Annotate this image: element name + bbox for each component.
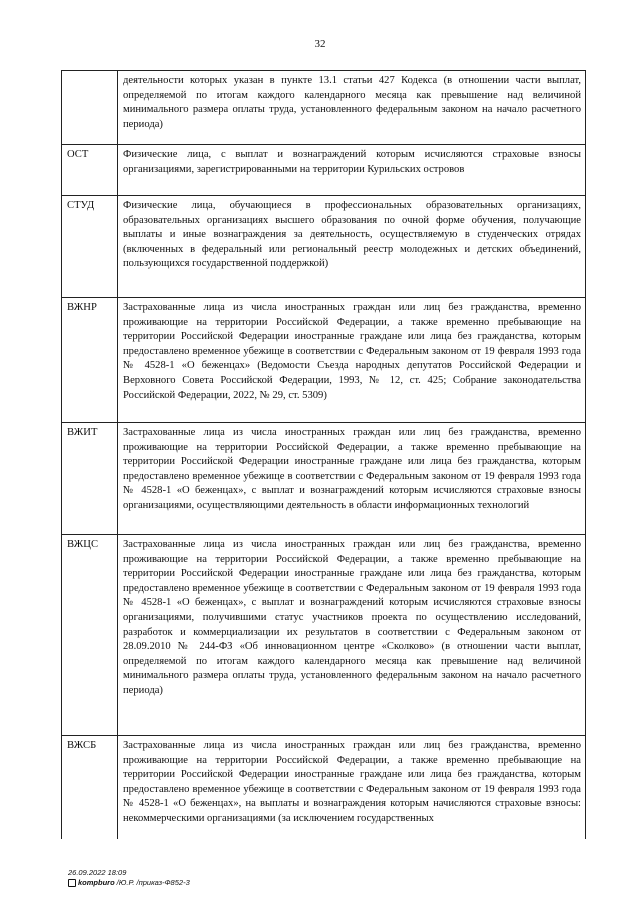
code-cell: ОСТ xyxy=(62,145,118,196)
description-cell: Застрахованные лица из числа иностранных граждан или лиц без гражданства, временно проживающие на территории Российской Федерации, а также временно пребывающие на территории Российской Федерации иностранные граждане или лица без гражданства, которым предоставлено временное убежище в соответствии с Федеральным законом от 19 февраля 1993 года № 4528-1 «О беженцах», с выплат и вознаграждений которым исчисляются страховые взносы организациями, осуществляющими деятельность в области информационных технологий xyxy=(118,423,586,535)
table-row xyxy=(62,423,586,535)
code-cell: ВЖНР xyxy=(62,298,118,423)
description-cell: Застрахованные лица из числа иностранных граждан или лиц без гражданства, временно проживающие на территории Российской Федерации, а также временно пребывающие на территории Российской Федерации иностранные граждане или лица без гражданства, которым предоставлено временное убежище в соответствии с Федеральным законом от 19 февраля 1993 года № 4528-1 «О беженцах», с выплат и вознаграждений которым исчисляются страховые взносы организациями, получившими статус участников проекта по осуществлению исследований, разработок и коммерциализации их результатов в соответствии с Федеральным законом от 28.09.2010 № 244-ФЗ «Об инновационном центре «Сколково» (в отношении части выплат, определяемой по итогам каждого календарного месяца как превышение над величиной минимального размера оплаты труда, установленного федеральным законом на начало расчетного периода) xyxy=(118,535,586,736)
description-cell: Физические лица, обучающиеся в профессиональных образовательных организациях, образовательных организациях высшего образования по очной форме обучения, получающие выплаты и иные вознаграждения за деятельность, осуществляемую в студенческих отрядах (включенных в федеральный или региональный реестр молодежных и детских объединений, пользующихся государственной поддержкой) xyxy=(118,196,586,298)
description-cell: Физические лица, с выплат и вознаграждений которым исчисляются страховые взносы организациями, зарегистрированными на территории Курильских островов xyxy=(118,145,586,196)
table-row xyxy=(62,535,586,736)
description-cell: деятельности которых указан в пункте 13.1 статьи 427 Кодекса (в отношении части выплат, определяемой по итогам каждого календарного месяца как превышение над величиной минимального размера оплаты труда, установленного федеральным законом на начало расчетного периода) xyxy=(118,71,586,145)
document-footer xyxy=(68,868,190,888)
code-cell xyxy=(62,71,118,145)
brand-logo-icon xyxy=(68,879,76,887)
footer-stamp xyxy=(68,878,190,888)
table-row xyxy=(62,145,586,196)
code-cell: ВЖЦС xyxy=(62,535,118,736)
description-cell: Застрахованные лица из числа иностранных граждан или лиц без гражданства, временно проживающие на территории Российской Федерации, а также временно пребывающие на территории Российской Федерации иностранные граждане или лица без гражданства, которым предоставлено временное убежище в соответствии с Федеральным законом от 19 февраля 1993 года № 4528-1 «О беженцах» (Ведомости Съезда народных депутатов Российской Федерации и Верховного Совета Российской Федерации, 1993, № 12, ст. 425; Собрание законодательства Российской Федерации, 2022, № 29, ст. 5309) xyxy=(118,298,586,423)
footer-date: 26.09.2022 18:09 xyxy=(68,868,127,877)
footer-brand: kompburo xyxy=(78,878,115,887)
table-row xyxy=(62,298,586,423)
page-number: 32 xyxy=(314,38,326,50)
code-cell: ВЖСБ xyxy=(62,736,118,840)
description-cell: Застрахованные лица из числа иностранных граждан или лиц без гражданства, временно проживающие на территории Российской Федерации, а также временно пребывающие на территории Российской Федерации иностранные граждане или лица без гражданства, которым предоставлено временное убежище в соответствии с Федеральным законом от 19 февраля 1993 года № 4528-1 «О беженцах», на выплаты и вознаграждения которым начисляются страховые взносы: некоммерческими организациями (за исключением государственных xyxy=(118,736,586,840)
code-cell: СТУД xyxy=(62,196,118,298)
table-row xyxy=(62,71,586,145)
codes-table xyxy=(61,70,586,839)
code-cell: ВЖИТ xyxy=(62,423,118,535)
footer-reference: /Ю.Р. /приказ-Ф852-3 xyxy=(116,878,190,887)
table-row xyxy=(62,736,586,840)
table-row xyxy=(62,196,586,298)
